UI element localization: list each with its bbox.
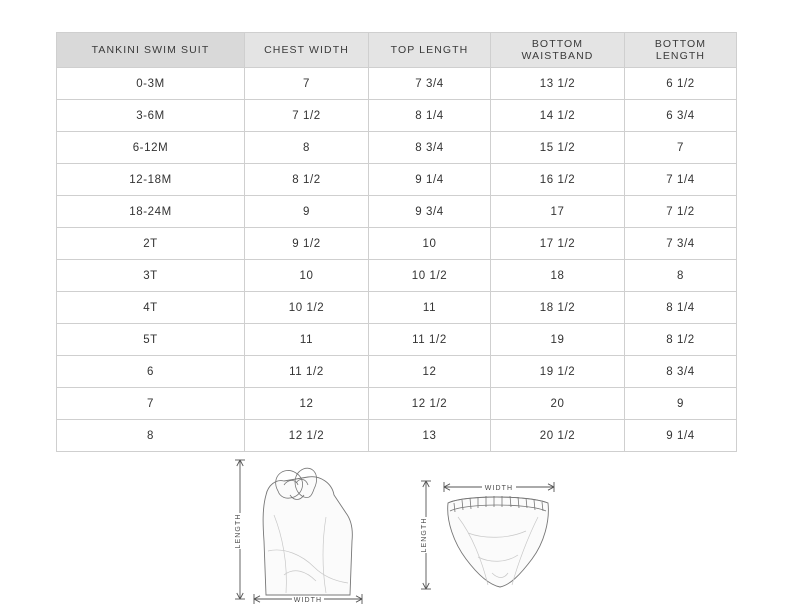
column-header-chest-width: CHEST WIDTH <box>245 33 369 68</box>
cell-top-length: 8 1/4 <box>369 100 491 132</box>
cell-bottom-waistband: 17 <box>491 196 625 228</box>
table-row <box>57 196 737 228</box>
cell-chest-width: 10 1/2 <box>245 292 369 324</box>
cell-size: 6-12M <box>57 132 245 164</box>
cell-bottom-length: 7 3/4 <box>625 228 737 260</box>
illustrations-area <box>0 455 792 612</box>
cell-bottom-waistband: 17 1/2 <box>491 228 625 260</box>
cell-bottom-length: 8 <box>625 260 737 292</box>
cell-size: 5T <box>57 324 245 356</box>
cell-bottom-length: 7 1/2 <box>625 196 737 228</box>
table-header <box>57 33 737 68</box>
cell-top-length: 11 <box>369 292 491 324</box>
cell-bottom-waistband: 19 1/2 <box>491 356 625 388</box>
table-header-row <box>57 33 737 68</box>
cell-chest-width: 8 <box>245 132 369 164</box>
cell-bottom-waistband: 19 <box>491 324 625 356</box>
cell-size: 4T <box>57 292 245 324</box>
cell-size: 3T <box>57 260 245 292</box>
size-chart-table <box>56 32 737 452</box>
cell-top-length: 12 1/2 <box>369 388 491 420</box>
cell-bottom-length: 7 <box>625 132 737 164</box>
table-row <box>57 356 737 388</box>
table-row <box>57 388 737 420</box>
cell-bottom-waistband: 16 1/2 <box>491 164 625 196</box>
cell-bottom-waistband: 20 <box>491 388 625 420</box>
cell-chest-width: 8 1/2 <box>245 164 369 196</box>
column-header-bottom-waistband: BOTTOM WAISTBAND <box>491 33 625 68</box>
cell-size: 8 <box>57 420 245 452</box>
table-row <box>57 228 737 260</box>
cell-chest-width: 7 1/2 <box>245 100 369 132</box>
column-header-top-length: TOP LENGTH <box>369 33 491 68</box>
cell-top-length: 13 <box>369 420 491 452</box>
cell-bottom-length: 9 <box>625 388 737 420</box>
table-row <box>57 100 737 132</box>
tankini-bottom-svg <box>408 473 578 603</box>
column-header-size: TANKINI SWIM SUIT <box>57 33 245 68</box>
cell-bottom-waistband: 18 <box>491 260 625 292</box>
tankini-top-shape <box>263 477 352 595</box>
tankini-bottom-diagram <box>408 473 578 608</box>
cell-top-length: 10 1/2 <box>369 260 491 292</box>
cell-size: 0-3M <box>57 68 245 100</box>
cell-bottom-length: 8 1/4 <box>625 292 737 324</box>
cell-size: 7 <box>57 388 245 420</box>
table-row <box>57 420 737 452</box>
tankini-top-diagram <box>222 455 372 612</box>
cell-bottom-waistband: 18 1/2 <box>491 292 625 324</box>
cell-top-length: 9 1/4 <box>369 164 491 196</box>
cell-chest-width: 9 1/2 <box>245 228 369 260</box>
length-label-bottom: LENGTH <box>421 517 428 553</box>
cell-bottom-length: 8 3/4 <box>625 356 737 388</box>
cell-chest-width: 11 1/2 <box>245 356 369 388</box>
table-row <box>57 164 737 196</box>
cell-top-length: 7 3/4 <box>369 68 491 100</box>
cell-size: 3-6M <box>57 100 245 132</box>
cell-bottom-length: 9 1/4 <box>625 420 737 452</box>
table-row <box>57 260 737 292</box>
width-label-top: WIDTH <box>293 597 323 604</box>
tankini-top-svg <box>222 455 372 607</box>
cell-bottom-length: 7 1/4 <box>625 164 737 196</box>
length-label-top: LENGTH <box>235 513 242 549</box>
cell-size: 18-24M <box>57 196 245 228</box>
cell-chest-width: 9 <box>245 196 369 228</box>
cell-chest-width: 12 1/2 <box>245 420 369 452</box>
width-label-bottom: WIDTH <box>484 485 514 492</box>
cell-chest-width: 7 <box>245 68 369 100</box>
cell-bottom-waistband: 14 1/2 <box>491 100 625 132</box>
cell-top-length: 11 1/2 <box>369 324 491 356</box>
cell-bottom-length: 6 3/4 <box>625 100 737 132</box>
column-header-bottom-length: BOTTOM LENGTH <box>625 33 737 68</box>
cell-top-length: 10 <box>369 228 491 260</box>
cell-chest-width: 11 <box>245 324 369 356</box>
cell-top-length: 8 3/4 <box>369 132 491 164</box>
cell-bottom-waistband: 13 1/2 <box>491 68 625 100</box>
table-row <box>57 324 737 356</box>
cell-top-length: 12 <box>369 356 491 388</box>
table-body <box>57 68 737 452</box>
cell-bottom-waistband: 20 1/2 <box>491 420 625 452</box>
cell-size: 6 <box>57 356 245 388</box>
cell-size: 2T <box>57 228 245 260</box>
cell-chest-width: 10 <box>245 260 369 292</box>
table-row <box>57 68 737 100</box>
size-chart-table-container <box>56 32 736 452</box>
tankini-bottom-shape <box>448 497 549 587</box>
cell-bottom-length: 6 1/2 <box>625 68 737 100</box>
table-row <box>57 132 737 164</box>
cell-top-length: 9 3/4 <box>369 196 491 228</box>
cell-size: 12-18M <box>57 164 245 196</box>
cell-bottom-waistband: 15 1/2 <box>491 132 625 164</box>
table-row <box>57 292 737 324</box>
cell-chest-width: 12 <box>245 388 369 420</box>
cell-bottom-length: 8 1/2 <box>625 324 737 356</box>
